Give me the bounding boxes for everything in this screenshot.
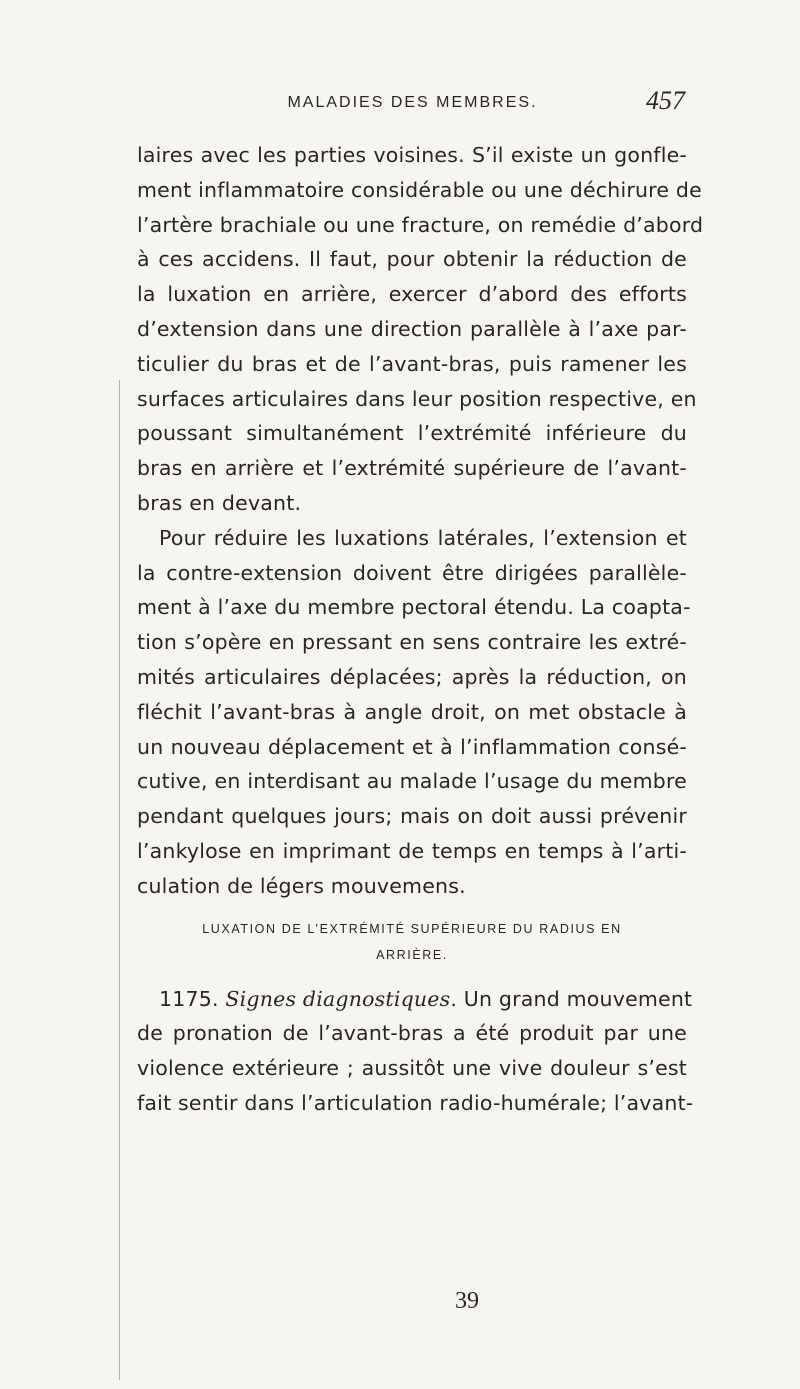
text-line: la contre-extension doivent être dirigées parallèle-	[137, 560, 687, 585]
text-line: fait sentir dans l’articulation radio-humérale; l’avant-	[137, 1090, 694, 1115]
body-text	[137, 138, 704, 1121]
page-number: 457	[646, 86, 685, 115]
text-line: la luxation en arrière, exercer d’abord des efforts	[137, 282, 687, 307]
text-line: bras en arrière et l’extrémité supérieure de l’avant-	[137, 456, 687, 481]
section-heading-line-2: ARRIÈRE.	[376, 947, 448, 962]
page-header	[140, 86, 685, 132]
text-line: violence extérieure ; aussitôt une vive douleur s’est	[137, 1056, 687, 1081]
paragraph-2	[137, 521, 691, 904]
text-line: à ces accidens. Il faut, pour obtenir la réduction de	[137, 247, 687, 272]
text-line: mités articulaires déplacées; après la réduction, on	[137, 664, 687, 689]
paragraph-3	[137, 982, 694, 1121]
text-line: fléchit l’avant-bras à angle droit, on met obstacle à	[137, 699, 687, 724]
page-fold-line	[119, 380, 120, 1380]
running-title: MALADIES DES MEMBRES.	[287, 94, 538, 111]
text-line: culation de légers mouvemens.	[137, 873, 466, 898]
section-heading-line-1: LUXATION DE L’EXTRÉMITÉ SUPÉRIEURE DU RADIUS EN	[202, 921, 622, 936]
text-line: tion s’opère en pressant en sens contraire les extré-	[137, 630, 687, 655]
text-line: cutive, en interdisant au malade l’usage du membre	[137, 769, 687, 794]
italic-subheading: Signes diagnostiques.	[225, 986, 458, 1011]
text-line: surfaces articulaires dans leur position respective, en	[137, 386, 697, 411]
text-line: pendant quelques jours; mais on doit aussi prévenir	[137, 804, 687, 829]
text-line: Pour réduire les luxations latérales, l’extension et	[159, 525, 687, 550]
text-line: ment inflammatoire considérable ou une déchirure de	[137, 177, 702, 202]
text-line: laires avec les parties voisines. S’il existe un gonfle-	[137, 143, 687, 167]
signature-mark: 39	[455, 1288, 479, 1314]
text-line: de pronation de l’avant-bras a été produit par une	[137, 1021, 687, 1046]
section-heading	[137, 916, 687, 968]
text-line	[137, 982, 693, 1017]
text-line: ment à l’axe du membre pectoral étendu. La coapta-	[137, 595, 691, 620]
text-line: l’artère brachiale ou une fracture, on remédie d’abord	[137, 212, 704, 237]
text-line: ticulier du bras et de l’avant-bras, puis ramener les	[137, 351, 687, 376]
text-line: un nouveau déplacement et à l’inflammation consé-	[137, 734, 687, 759]
paragraph-1	[137, 138, 704, 521]
text-line: l’ankylose en imprimant de temps en temps à l’arti-	[137, 838, 687, 863]
text-line: d’extension dans une direction parallèle à l’axe par-	[137, 316, 687, 341]
article-number: 1175.	[159, 986, 219, 1011]
text-run: Un grand mouvement	[463, 986, 693, 1011]
text-line: poussant simultanément l’extrémité inférieure du	[137, 421, 687, 446]
text-line: bras en devant.	[137, 490, 302, 515]
